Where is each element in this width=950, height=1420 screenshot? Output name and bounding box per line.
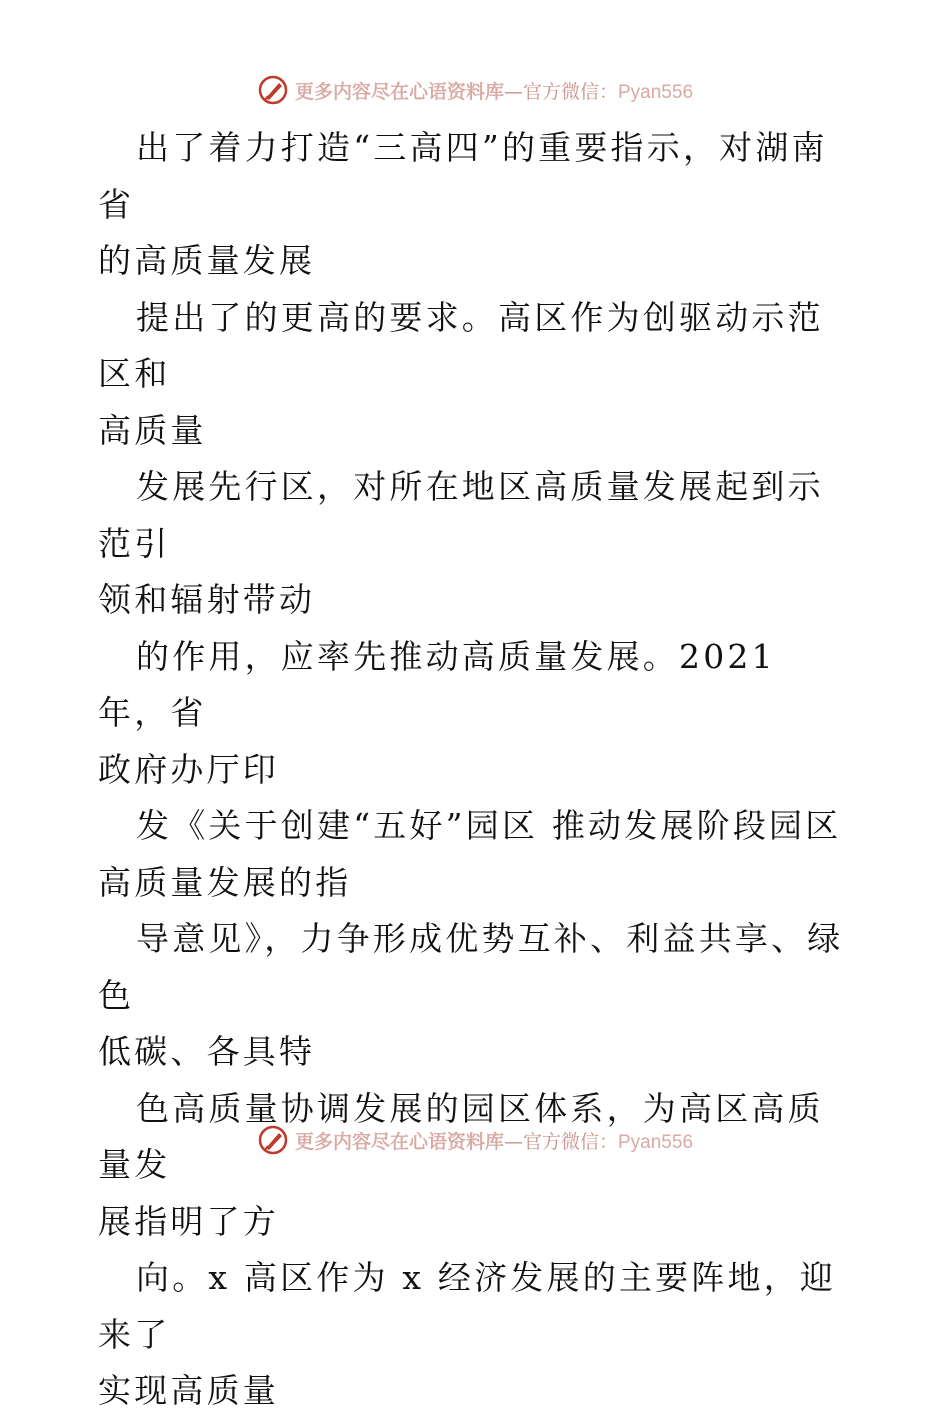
paragraph-line: 导意见》，力争形成优势互补、利益共享、绿色 [98, 919, 844, 1015]
quill-logo-icon [257, 1124, 289, 1156]
watermark-sep: —官方微信： [503, 1130, 618, 1153]
paragraph-line: 的作用，应率先推动高质量发展。2021 年，省 [98, 636, 776, 732]
watermark-text [295, 1127, 693, 1154]
paragraph-line: 色高质量协调发展的园区体系，为高区高质量发 [98, 1088, 824, 1184]
paragraph-line: 展指明了方 [98, 1201, 279, 1241]
paragraph [98, 290, 858, 460]
paragraph [98, 459, 858, 629]
watermark-main: 更多内容尽在心语资料库 [294, 80, 504, 103]
paragraph [98, 1250, 858, 1420]
watermark-text [295, 77, 693, 104]
paragraph-line: 向。x 高区作为 x 经济发展的主要阵地，迎来了 [98, 1258, 837, 1354]
watermark-id: Pyan556 [618, 81, 694, 103]
paragraph-line: 发展先行区，对所在地区高质量发展起到示范引 [98, 467, 824, 563]
paragraph-line: 的高质量发展 [98, 241, 316, 280]
watermark-sep: —官方微信： [503, 80, 618, 103]
watermark-id: Pyan556 [618, 1131, 694, 1153]
paragraph-line: 高质量发展的指 [98, 862, 352, 902]
header-watermark [0, 72, 950, 108]
paragraph-line: 高质量 [98, 410, 207, 450]
paragraph-line: 提出了的更高的要求。高区作为创驱动示范区和 [98, 297, 824, 393]
paragraph-line: 发《关于创建“五好”园区 推动发展阶段园区 [136, 806, 842, 845]
watermark-main: 更多内容尽在心语资料库 [294, 1130, 504, 1153]
paragraph-line: 领和辐射带动 [98, 580, 316, 619]
paragraph-line: 实现高质量 [98, 1371, 279, 1410]
paragraph [98, 798, 858, 911]
paragraph-line: 政府办厅印 [98, 749, 279, 789]
document-body [98, 120, 858, 1420]
paragraph-line: 出了着力打造“三高四”的重要指示，对湖南省 [98, 128, 828, 224]
paragraph [98, 1081, 858, 1251]
paragraph-line: 低碳、各具特 [98, 1032, 316, 1071]
paragraph [98, 629, 858, 799]
paragraph [98, 120, 858, 290]
quill-logo-icon [257, 74, 289, 106]
paragraph [98, 911, 858, 1081]
footer-watermark [0, 1122, 950, 1158]
